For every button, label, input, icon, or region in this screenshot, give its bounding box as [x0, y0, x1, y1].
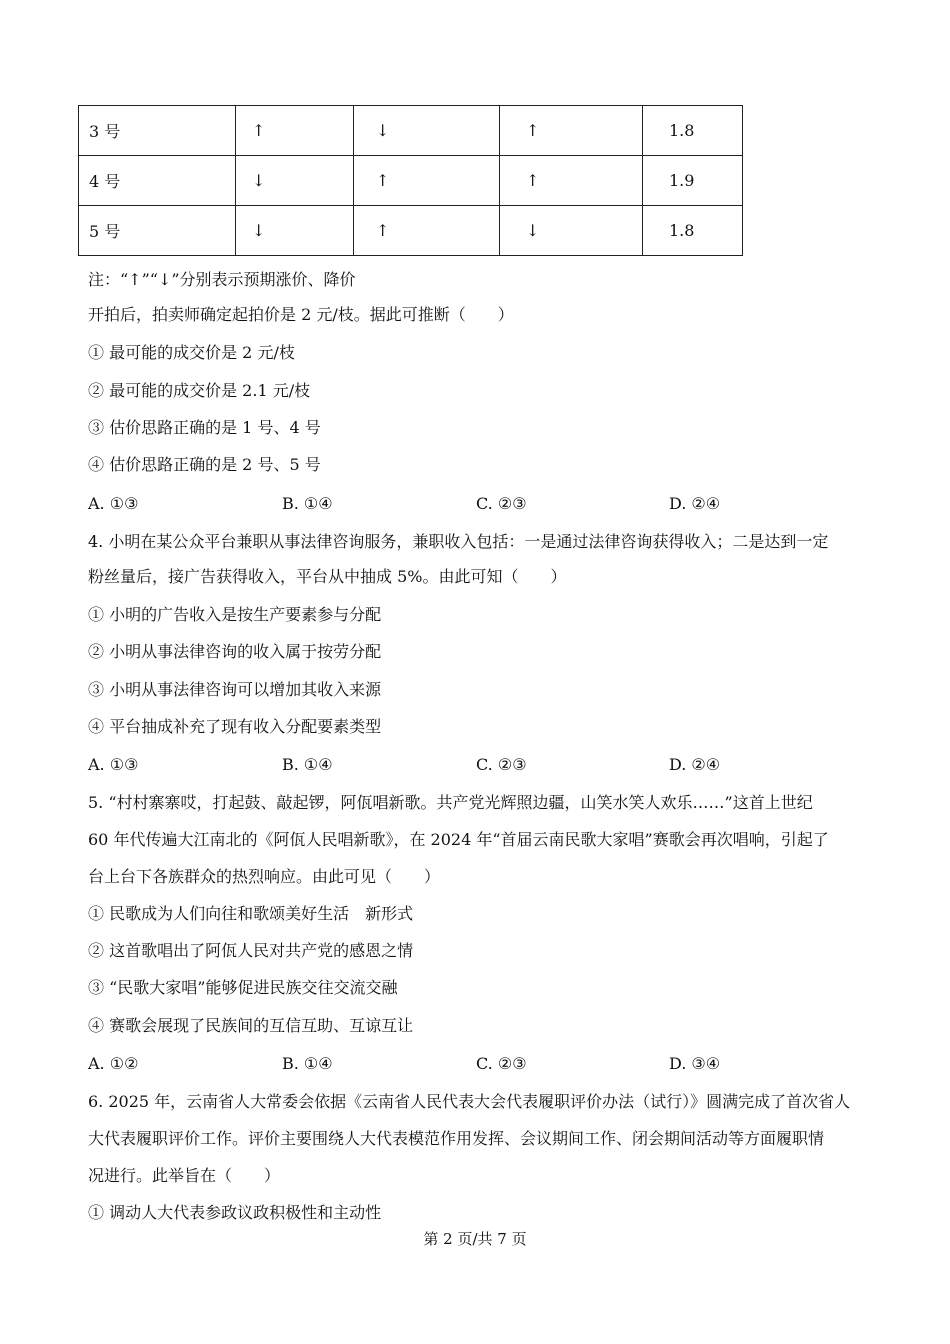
table-row — [79, 106, 743, 156]
q4-item-1: ① 小明的广告收入是按生产要素参与分配 — [88, 605, 382, 624]
q5-option-a[interactable]: A. ①② — [88, 1054, 139, 1073]
price-estimate-table — [78, 105, 743, 256]
table-cell: ↓ — [500, 206, 643, 256]
q5-item-2: ② 这首歌唱出了阿佤人民对共产党的感恩之情 — [88, 941, 414, 960]
table-cell: 4 号 — [79, 156, 236, 206]
q6-stem-line-1: 6. 2025 年，云南省人大常委会依据《云南省人民代表大会代表履职评价办法（试行）》圆满完成了首次省人 — [88, 1092, 851, 1111]
q5-stem-line-2: 60 年代传遍大江南北的《阿佤人民唱新歌》，在 2024 年“首届云南民歌大家唱”赛歌会再次唱响，引起了 — [88, 830, 829, 849]
q3-stem: 开拍后，拍卖师确定起拍价是 2 元/枝。据此可推断（ ） — [88, 305, 514, 324]
page-number-footer: 第 2 页/共 7 页 — [423, 1230, 527, 1248]
q4-option-b[interactable]: B. ①④ — [282, 755, 333, 774]
table-cell: 1.8 — [643, 106, 743, 156]
q4-option-c[interactable]: C. ②③ — [476, 755, 527, 774]
q4-item-2: ② 小明从事法律咨询的收入属于按劳分配 — [88, 642, 382, 661]
q6-stem-line-2: 大代表履职评价工作。评价主要围绕人大代表模范作用发挥、会议期间工作、闭会期间活动等方面履职情 — [88, 1129, 825, 1148]
table-cell: 3 号 — [79, 106, 236, 156]
table-cell: ↓ — [354, 106, 500, 156]
table-cell: 5 号 — [79, 206, 236, 256]
q5-option-b[interactable]: B. ①④ — [282, 1054, 333, 1073]
table-cell: ↑ — [236, 106, 354, 156]
q3-option-a[interactable]: A. ①③ — [88, 494, 139, 513]
q3-option-b[interactable]: B. ①④ — [282, 494, 333, 513]
table-cell: ↑ — [500, 106, 643, 156]
table-cell: 1.9 — [643, 156, 743, 206]
q5-option-c[interactable]: C. ②③ — [476, 1054, 527, 1073]
q4-option-d[interactable]: D. ②④ — [669, 755, 721, 774]
table-cell: ↑ — [354, 206, 500, 256]
q5-stem-line-1: 5. “村村寨寨哎，打起鼓、敲起锣，阿佤唱新歌。共产党光辉照边疆，山笑水笑人欢乐……”这首上世纪 — [88, 793, 813, 812]
q5-stem-line-3: 台上台下各族群众的热烈响应。由此可见（ ） — [88, 867, 441, 886]
table-note: 注：“↑”“↓”分别表示预期涨价、降价 — [88, 270, 356, 289]
table-cell: ↑ — [500, 156, 643, 206]
q3-option-c[interactable]: C. ②③ — [476, 494, 527, 513]
q5-item-3: ③ “民歌大家唱”能够促进民族交往交流交融 — [88, 978, 398, 997]
q5-option-d[interactable]: D. ③④ — [669, 1054, 721, 1073]
table-row — [79, 156, 743, 206]
q4-stem-line-2: 粉丝量后，接广告获得收入，平台从中抽成 5%。由此可知（ ） — [88, 567, 567, 586]
q3-item-3: ③ 估价思路正确的是 1 号、4 号 — [88, 418, 321, 437]
table-cell: ↓ — [236, 206, 354, 256]
table-cell: ↓ — [236, 156, 354, 206]
table-cell: ↑ — [354, 156, 500, 206]
q3-item-4: ④ 估价思路正确的是 2 号、5 号 — [88, 455, 321, 474]
q3-item-2: ② 最可能的成交价是 2.1 元/枝 — [88, 381, 311, 400]
q3-item-1: ① 最可能的成交价是 2 元/枝 — [88, 343, 295, 362]
q6-stem-line-3: 况进行。此举旨在（ ） — [88, 1166, 281, 1185]
q4-item-3: ③ 小明从事法律咨询可以增加其收入来源 — [88, 680, 382, 699]
q5-item-1: ① 民歌成为人们向往和歌颂美好生活 新形式 — [88, 904, 414, 923]
q6-item-1: ① 调动人大代表参政议政积极性和主动性 — [88, 1203, 382, 1222]
table-row — [79, 206, 743, 256]
q3-option-d[interactable]: D. ②④ — [669, 494, 721, 513]
q4-option-a[interactable]: A. ①③ — [88, 755, 139, 774]
q4-stem-line-1: 4. 小明在某公众平台兼职从事法律咨询服务，兼职收入包括：一是通过法律咨询获得收入；二是达到一定 — [88, 532, 829, 551]
q4-item-4: ④ 平台抽成补充了现有收入分配要素类型 — [88, 717, 382, 736]
q5-item-4: ④ 赛歌会展现了民族间的互信互助、互谅互让 — [88, 1016, 414, 1035]
table-cell: 1.8 — [643, 206, 743, 256]
